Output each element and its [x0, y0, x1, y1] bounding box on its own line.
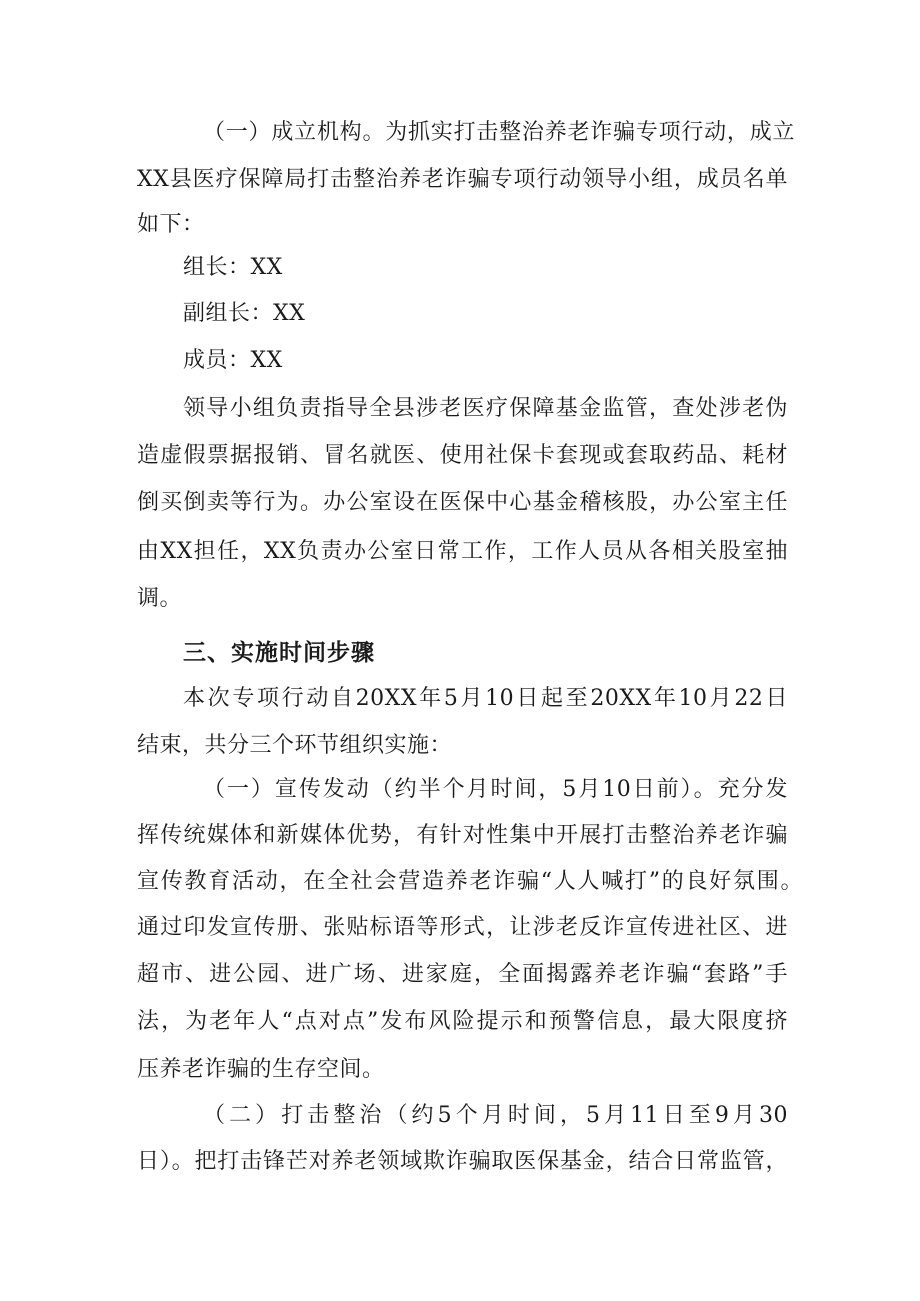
member-deputy: 副组长：XX — [183, 301, 306, 326]
paragraph-line: 法，为老年人“点对点”发布风险提示和预警信息，最大限度挤 — [137, 1009, 788, 1034]
paragraph-line: （一）宣传发动（约半个月时间，5月10日前）。充分发 — [203, 777, 788, 802]
paragraph-line: 通过印发宣传册、张贴标语等形式，让涉老反诈宣传进社区、进 — [137, 915, 788, 940]
paragraph-line: 领导小组负责指导全县涉老医疗保障基金监管，查处涉老伪 — [183, 396, 788, 421]
paragraph-line: 造虚假票据报销、冒名就医、使用社保卡套现或套取药品、耗材 — [137, 443, 788, 468]
paragraph-line: 由XX担任，XX负责办公室日常工作，工作人员从各相关股室抽 — [137, 539, 788, 564]
paragraph-line: 宣传教育活动，在全社会营造养老诈骗“人人喊打”的良好氛围。 — [137, 869, 803, 894]
paragraph-line: 压养老诈骗的生存空间。 — [137, 1057, 385, 1082]
member-leader: 组长：XX — [183, 255, 283, 280]
member-members: 成员：XX — [183, 348, 283, 373]
paragraph-line: 调。 — [137, 586, 183, 611]
paragraph-line: 本次专项行动自20XX年5月10日起至20XX年10月22日 — [183, 686, 788, 711]
paragraph-line: 超市、进公园、进广场、进家庭，全面揭露养老诈骗“套路”手 — [137, 962, 788, 987]
paragraph-line: 结束，共分三个环节组织实施： — [137, 733, 453, 758]
paragraph-line: 倒买倒卖等行为。办公室设在医保中心基金稽核股，办公室主任 — [137, 490, 788, 515]
paragraph-line: （二）打击整治（约5个月时间，5月11日至9月30 — [203, 1103, 788, 1128]
section-heading: 三、实施时间步骤 — [183, 640, 375, 666]
paragraph-line: XX县医疗保障局打击整治养老诈骗专项行动领导小组，成员名单 — [137, 167, 788, 192]
paragraph-line: （一）成立机构。为抓实打击整治养老诈骗专项行动，成立 — [203, 120, 795, 145]
paragraph-line: 如下： — [137, 212, 205, 237]
paragraph-line: 挥传统媒体和新媒体优势，有针对性集中开展打击整治养老诈骗 — [137, 823, 788, 848]
paragraph-line: 日）。把打击锋芒对养老领域欺诈骗取医保基金，结合日常监管， — [137, 1149, 788, 1174]
